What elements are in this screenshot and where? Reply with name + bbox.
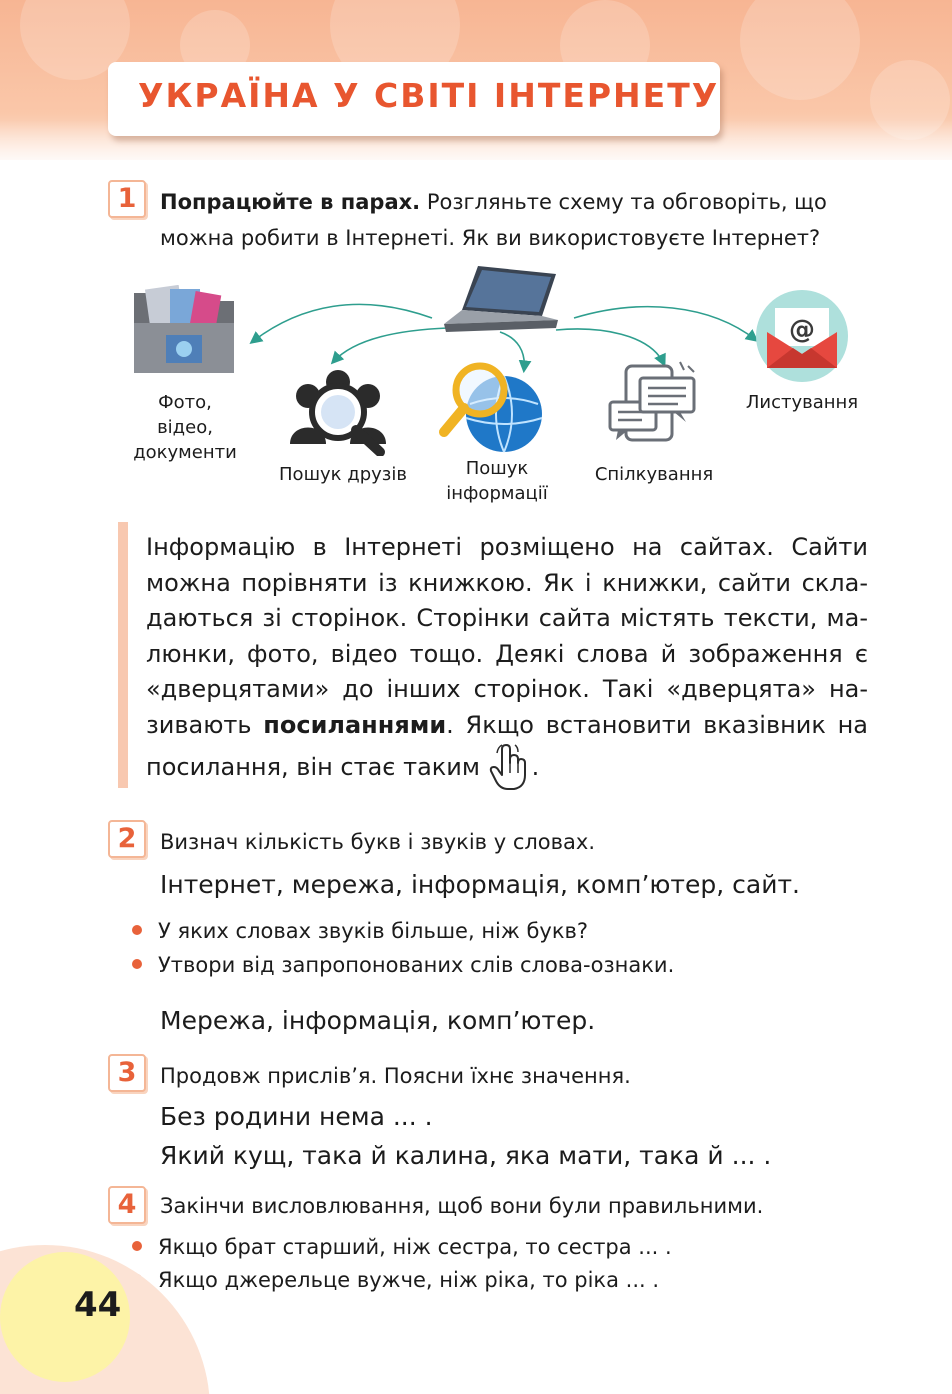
label-photos-line: відео, <box>157 417 213 438</box>
task1-text-line2: можна робити в Інтернеті. Як ви використовуєте Інтернет? <box>160 226 821 250</box>
label-info-line: Пошук <box>465 458 529 479</box>
bullet-item <box>132 1232 672 1262</box>
task4-instruction: Закінчи висловлювання, щоб вони були правильними. <box>160 1194 764 1218</box>
globe-search-icon <box>436 356 552 460</box>
arrow-to-chat <box>556 329 664 364</box>
label-friends: Пошук друзів <box>279 464 407 485</box>
arrow-to-photos <box>252 304 432 342</box>
info-bold-term: посиланнями <box>263 710 447 739</box>
bullet-text: Утвори від запропонованих слів слова-ознаки. <box>158 953 675 977</box>
bullet-text: У яких словах звуків більше, ніж букв? <box>158 919 589 943</box>
task-number-badge: 1 <box>108 180 146 218</box>
label-photos-line: Фото, <box>158 392 212 413</box>
task-number-badge: 3 <box>108 1054 146 1092</box>
label-info-line: інформації <box>446 483 548 504</box>
photo-folder-icon <box>132 285 238 381</box>
task2-words: Інтернет, мережа, інформація, комп’ютер, сайт. <box>160 870 800 899</box>
hand-pointer-icon <box>488 743 532 791</box>
task1-text-rest: Розгляньте схему та обговоріть, що <box>420 190 827 214</box>
task2-instruction: Визнач кількість букв і звуків у словах. <box>160 830 596 854</box>
task-number-badge: 4 <box>108 1186 146 1224</box>
arrow-to-friends <box>333 328 448 362</box>
bullet-dot <box>132 925 142 935</box>
arrow-to-mail <box>574 307 756 340</box>
bullet-item <box>132 1265 659 1295</box>
task-number-badge: 2 <box>108 820 146 858</box>
label-photos-line: документи <box>133 442 237 463</box>
label-chat: Спілкування <box>594 464 714 485</box>
svg-text:@: @ <box>789 315 815 345</box>
bullet-text: Якщо джерельце вужче, ніж ріка, то ріка ... . <box>158 1268 660 1292</box>
task2-words2: Мережа, інформація, комп’ютер. <box>160 1006 596 1035</box>
proverb-line: Без родини нема ... . <box>160 1102 433 1131</box>
bullet-dot <box>132 959 142 969</box>
task1-bold-lead: Попрацюйте в парах. <box>160 190 421 214</box>
info-paragraph <box>146 530 868 791</box>
task3-instruction: Продовж прислів’я. Поясни їхнє значення. <box>160 1064 631 1088</box>
bullet-item <box>132 950 674 980</box>
bullet-text: Якщо брат старший, ніж сестра, то сестра ... . <box>158 1235 672 1259</box>
info-end-period: . <box>531 753 540 781</box>
info-side-bar <box>118 522 128 788</box>
info-text-part2: . Якщо встановити вказівник на посилання, він стає таким <box>146 710 868 781</box>
friends-search-icon <box>288 366 394 460</box>
chat-phone-icon <box>608 360 700 446</box>
mail-icon <box>753 288 851 388</box>
page-number: 44 <box>74 1285 122 1325</box>
bullet-item <box>132 916 588 946</box>
proverb-line: Який кущ, така й калина, яка мати, така й ... . <box>160 1141 772 1170</box>
label-info-search <box>434 456 560 506</box>
laptop-icon <box>438 264 562 342</box>
bullet-dot <box>132 1241 142 1251</box>
label-photos <box>122 390 248 465</box>
page-title: УКРАЇНА У СВІТІ ІНТЕРНЕТУ <box>138 76 720 115</box>
info-text-part1: Інформацію в Інтернеті розміщено на сайтах. Сайти можна порівняти із книжкою. Як і книжки, сайти скла-даються зі сторінок. Сторінки сайта містять тексти, ма-люнки, фото, відео тощо. Деякі слова й зображення є «дверцятами» до інших сторінок. Такі «дверцята» на-зивають <box>146 533 868 739</box>
label-mail: Листування <box>745 392 859 413</box>
